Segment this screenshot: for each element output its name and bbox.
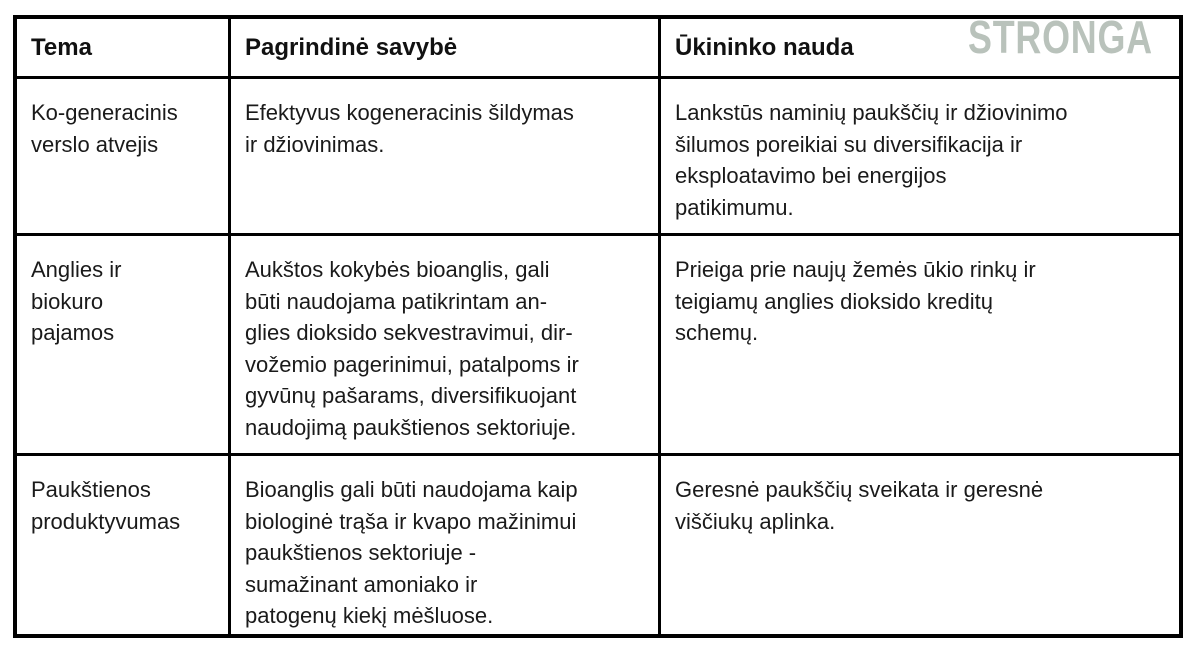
- text-line: viščiukų aplinka.: [675, 508, 836, 534]
- text-line: Paukštienos: [31, 477, 151, 502]
- row-1-benefit-cell: [661, 97, 1181, 223]
- text-line: eksploatavimo bei energijos: [675, 163, 947, 188]
- text-line: naudojimą paukštienos sektoriuje.: [245, 414, 577, 440]
- text-line: Efektyvus kogeneracinis šildymas: [245, 100, 574, 125]
- text-line: biologinė trąša ir kvapo mažinimui: [245, 508, 577, 534]
- text-line: gyvūnų pašarams, diversifikuojant: [245, 383, 577, 408]
- text-line: Aukštos kokybės bioanglis, gali: [245, 257, 550, 282]
- text-line: patogenų kiekį mėšluose.: [245, 603, 494, 628]
- text-line: būti naudojama patikrintam an-: [245, 288, 548, 314]
- row-3-feature-cell: [231, 474, 658, 632]
- row-1-feature-cell: [231, 97, 658, 160]
- stronga-logo: STRONGA: [968, 11, 1153, 63]
- row-divider: [17, 453, 1179, 456]
- text-line: glies dioksido sekvestravimui, dir-: [245, 320, 573, 345]
- row-2-benefit-cell: [661, 254, 1181, 349]
- text-line: produktyvumas: [31, 508, 181, 534]
- row-1-topic-cell: [17, 97, 228, 160]
- text-line: Prieiga prie naujų žemės ūkio rinkų ir: [675, 257, 1036, 282]
- row-3-benefit-cell: [661, 474, 1181, 537]
- row-2-feature-cell: [231, 254, 658, 443]
- text-line: pajamos: [31, 320, 115, 345]
- text-line: biokuro: [31, 288, 104, 314]
- text-line: sumažinant amoniako ir: [245, 571, 478, 597]
- row-divider: [17, 76, 1179, 79]
- text-line: Lankstūs naminių paukščių ir džiovinimo: [675, 100, 1068, 125]
- header-benefit: Ūkininko nauda: [675, 34, 854, 61]
- row-divider: [17, 233, 1179, 236]
- text-line: Geresnė paukščių sveikata ir geresnė: [675, 477, 1044, 502]
- header-feature: Pagrindinė savybė: [245, 34, 458, 61]
- text-line: šilumos poreikiai su diversifikacija ir: [675, 131, 1023, 157]
- text-line: teigiamų anglies dioksido kreditų: [675, 288, 993, 314]
- row-3-topic-cell: [17, 474, 228, 537]
- header-topic: Tema: [31, 34, 92, 61]
- text-line: ir džiovinimas.: [245, 131, 385, 157]
- text-line: vožemio pagerinimui, patalpoms ir: [245, 351, 579, 377]
- text-line: verslo atvejis: [31, 131, 159, 157]
- text-line: paukštienos sektoriuje -: [245, 540, 477, 565]
- row-2-topic-cell: [17, 254, 228, 349]
- text-line: Anglies ir: [31, 257, 122, 282]
- text-line: Bioanglis gali būti naudojama kaip: [245, 477, 578, 502]
- text-line: patikimumu.: [675, 194, 794, 220]
- comparison-table: [13, 15, 1183, 638]
- text-line: Ko-generacinis: [31, 100, 178, 125]
- text-line: schemų.: [675, 320, 759, 345]
